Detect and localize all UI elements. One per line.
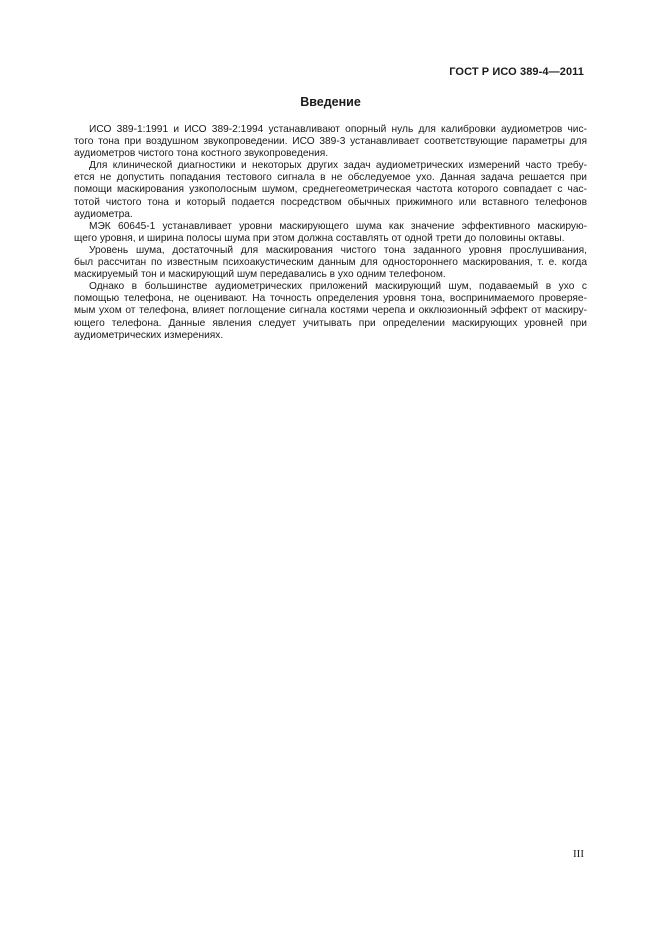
paragraph-line: маскируемый тон и маскирующий шум передавались в ухо одним телефоном. — [74, 269, 446, 281]
paragraph-line: аудиометра. — [74, 208, 133, 220]
paragraph-line: Для клинической диагностики и некоторых других задач аудиометрических измерений часто требу- — [89, 160, 587, 172]
section-title: Введение — [300, 95, 361, 109]
paragraph-line: МЭК 60645-1 устанавливает уровни маскирующего шума как значение эффективного маскирую- — [89, 220, 587, 232]
paragraph-line: тотой чистого тона и который подается посредством обычных прижимного или вставного телефонов — [74, 196, 587, 208]
paragraph-line: помощи маскирования узкополосным шумом, среднегеометрическая частота которого совпадает с час- — [74, 184, 587, 196]
paragraph-line: мым ухом от телефона, влияет поглощение сигнала костями черепа и окклюзионный эффект от маскиру- — [74, 305, 587, 317]
paragraph-line: щего уровня, и ширина полосы шума при этом должна составлять от одной трети до половины октавы. — [74, 232, 565, 244]
paragraph-1 — [74, 124, 587, 160]
paragraph-line: был рассчитан по известным психоакустическим данным для одностороннего маскирования, т. е. когда — [74, 257, 587, 269]
paragraph-line: того тона при воздушном звукопроведении. ИСО 389-3 устанавливает соответствующие параметры для — [74, 136, 587, 148]
paragraph-5 — [74, 281, 587, 341]
paragraph-line: Уровень шума, достаточный для маскирования чистого тона заданного уровня прослушивания, — [89, 244, 587, 256]
paragraph-line: ИСО 389-1:1991 и ИСО 389-2:1994 устанавливают опорный нуль для калибровки аудиометров чис- — [89, 124, 587, 135]
paragraph-3 — [74, 221, 587, 245]
paragraph-2 — [74, 160, 587, 220]
body-text — [74, 124, 587, 342]
paragraph-line: ющего телефона. Данные явления следует учитывать при определении маскирующих уровней при — [74, 317, 587, 329]
paragraph-line: ется не допустить попадания тестового сигнала в не обследуемое ухо. Данная задача решается при — [74, 172, 587, 184]
paragraph-4 — [74, 245, 587, 281]
page-number: III — [573, 848, 584, 860]
document-code-header: ГОСТ Р ИСО 389-4—2011 — [449, 66, 584, 78]
paragraph-line: Однако в большинстве аудиометрических приложений маскирующий шум, подаваемый в ухо с — [89, 281, 587, 293]
paragraph-line: аудиометров чистого тона костного звукопроведения. — [74, 148, 329, 160]
paragraph-line: помощью телефона, не оценивают. На точность определения уровня тона, воспринимаемого проверяе- — [74, 293, 587, 305]
paragraph-line: аудиометрических измерениях. — [74, 329, 224, 341]
